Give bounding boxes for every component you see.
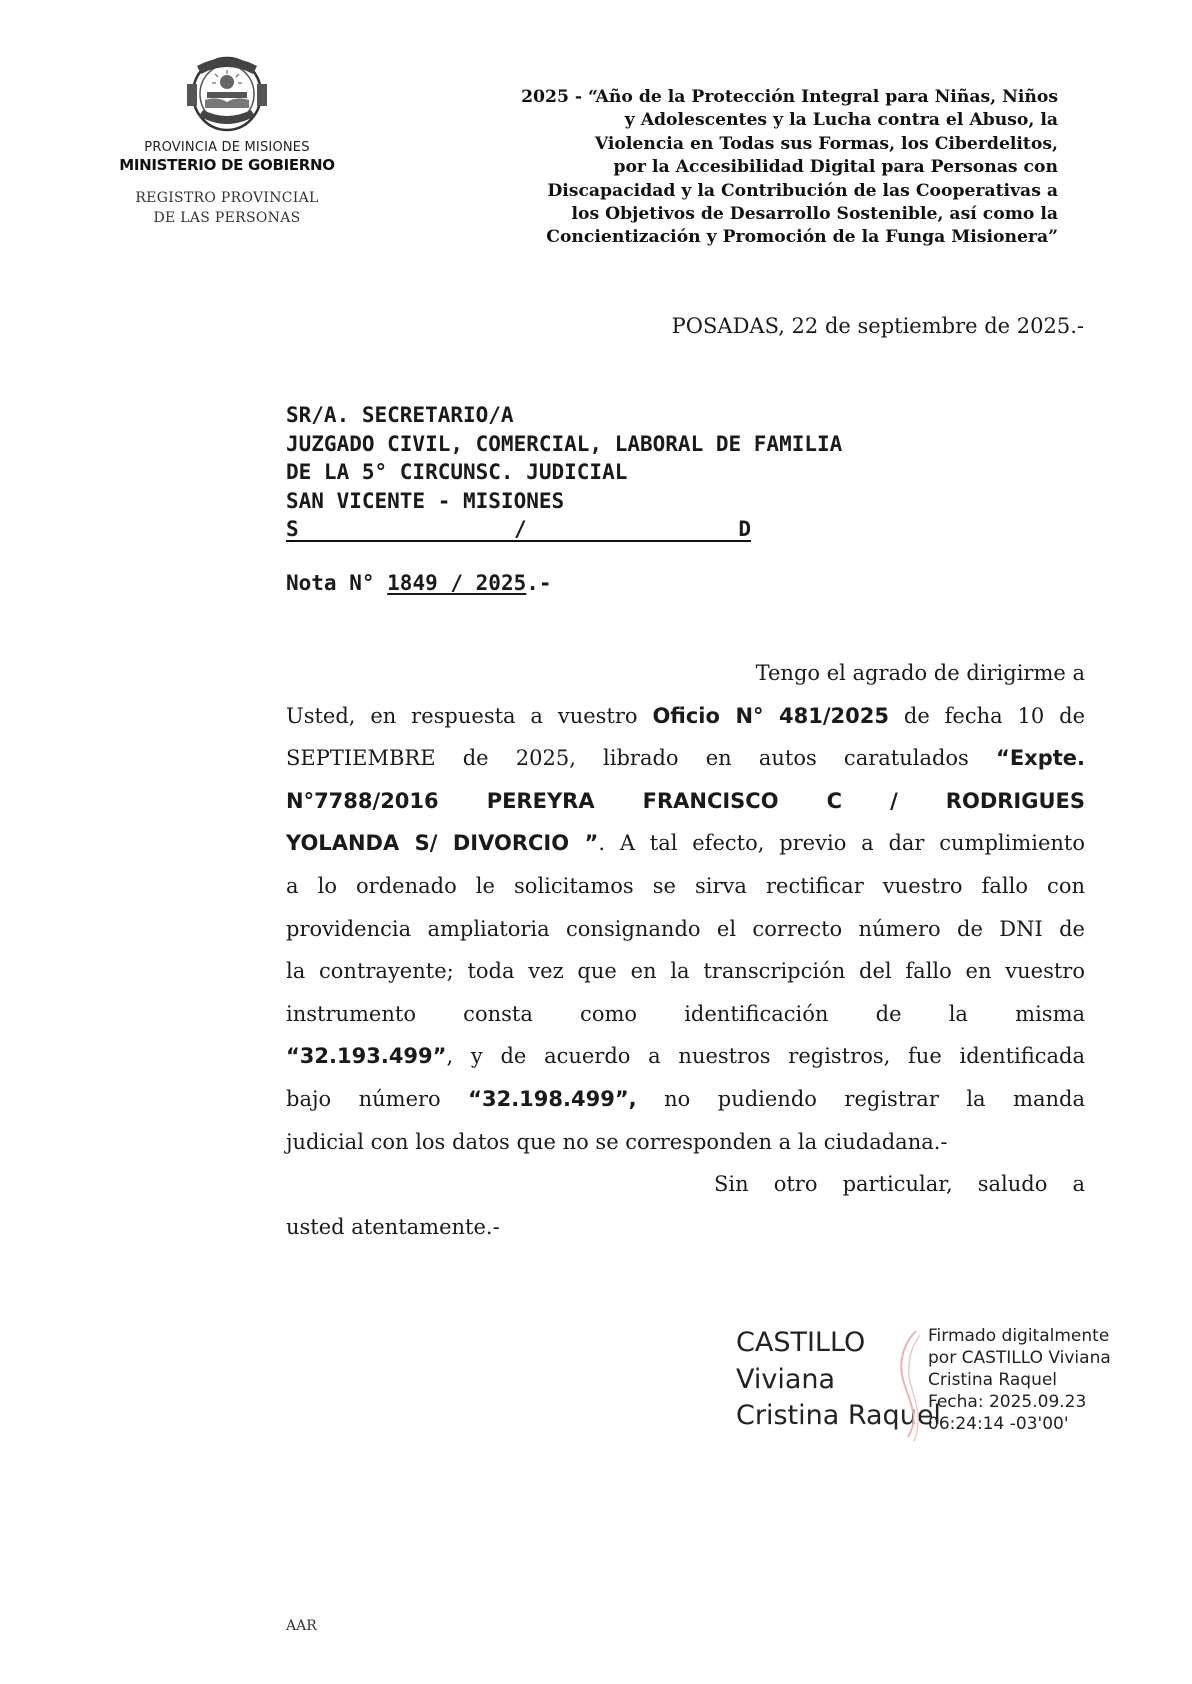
case-title: YOLANDA S/ DIVORCIO ”	[286, 831, 599, 856]
motto-line: y Adolescentes y la Lucha contra el Abuso, la	[624, 110, 1058, 131]
motto-line: Violencia en Todas sus Formas, los Ciberdelitos,	[594, 133, 1058, 154]
recipient-line: JUZGADO CIVIL, COMERCIAL, LABORAL DE FAMILIA	[286, 431, 843, 456]
body-line	[286, 822, 1085, 865]
body-line: judicial con los datos que no se corresponden a la ciudadana.-	[286, 1129, 948, 1154]
recipient-line: DE LA 5° CIRCUNSC. JUDICIAL	[286, 460, 628, 484]
digital-signature	[736, 1325, 1136, 1445]
su-despacho-line	[286, 515, 751, 544]
signer-name-line: Viviana	[736, 1363, 836, 1395]
motto-line: Concientización y Promoción de la Funga Misionera”	[546, 227, 1058, 248]
oficio-reference: Oficio N° 481/2025	[652, 703, 889, 728]
body-line: la contrayente; toda vez que en la transcripción del fallo en vuestro	[286, 959, 1085, 984]
signature-info-line: Cristina Raquel	[928, 1370, 1058, 1390]
note-number	[286, 571, 552, 595]
body-text: Usted, en respuesta a vuestro	[286, 703, 653, 728]
signature-info-line: Fecha: 2025.09.23	[928, 1392, 1087, 1412]
body-line	[286, 695, 1085, 738]
dni-wrong: “32.193.499”	[286, 1044, 447, 1069]
case-title: “Expte.	[996, 746, 1085, 771]
body-line	[286, 1078, 1085, 1121]
registry-line: REGISTRO PROVINCIAL	[135, 190, 319, 206]
motto-line: 2025 - “Año de la Protección Integral para Niñas, Niños	[521, 87, 1058, 107]
sd-slash: /	[514, 517, 527, 541]
body-line: usted atentamente.-	[286, 1214, 500, 1239]
motto-line: por la Accesibilidad Digital para Personas con	[613, 157, 1058, 178]
body-line: instrumento consta como identificación de la misma	[286, 1001, 1085, 1026]
recipient-line: SAN VICENTE - MISIONES	[286, 488, 565, 513]
note-suffix: .-	[526, 571, 552, 595]
recipient-line: SR/A. SECRETARIO/A	[286, 403, 514, 427]
signature-info-line: Firmado digitalmente	[928, 1326, 1110, 1346]
typist-initials: AAR	[286, 1618, 317, 1634]
motto-line: los Objetivos de Desarrollo Sostenible, así como la	[571, 204, 1058, 225]
body-text: , y de acuerdo a nuestros registros, fue identificada	[446, 1044, 1085, 1069]
body-line: Sin otro particular, saludo a	[714, 1172, 1085, 1197]
motto-line: Discapacidad y la Contribución de las Cooperativas a	[547, 180, 1058, 201]
ministry-logo-block	[112, 50, 342, 228]
provincial-coat-of-arms-icon	[179, 50, 275, 134]
registry-label	[112, 188, 342, 228]
body-line	[286, 1035, 1085, 1078]
province-label: PROVINCIA DE MISIONES	[144, 140, 310, 155]
body-line	[286, 737, 1085, 780]
body-text: . A tal efecto, previo a dar cumplimiento	[598, 831, 1085, 856]
body-text: de fecha 10 de	[889, 703, 1085, 728]
ministry-label: MINISTERIO DE GOBIERNO	[119, 156, 335, 174]
body-text: bajo número	[286, 1086, 469, 1111]
sd-s: S	[286, 517, 299, 541]
dni-correct: “32.198.499”,	[468, 1086, 637, 1111]
note-number-value: 1849 / 2025	[387, 571, 527, 595]
registry-line: DE LAS PERSONAS	[153, 210, 301, 226]
digital-signature-mark-icon	[890, 1325, 930, 1445]
body-line: a lo ordenado le solicitamos se sirva rectificar vuestro fallo con	[286, 873, 1085, 898]
signer-name-line: CASTILLO	[736, 1327, 866, 1358]
signature-info	[928, 1325, 1111, 1435]
signer-name-line: Cristina Raquel	[736, 1400, 941, 1431]
note-prefix: Nota N°	[286, 571, 388, 595]
body-text: no pudiendo registrar la manda	[636, 1086, 1085, 1111]
letter-body	[286, 652, 1085, 1248]
case-title: N°7788/2016 PEREYRA FRANCISCO C / RODRIGUES	[286, 788, 1085, 813]
sd-d: D	[738, 517, 751, 541]
body-line: Tengo el agrado de dirigirme a	[755, 661, 1085, 685]
signature-info-line: por CASTILLO Viviana	[928, 1348, 1111, 1368]
year-motto	[430, 86, 1058, 250]
body-text: SEPTIEMBRE de 2025, librado en autos caratulados	[286, 746, 997, 771]
signature-info-line: 06:24:14 -03'00'	[928, 1414, 1069, 1434]
body-line: providencia ampliatoria consignando el correcto número de DNI de	[286, 916, 1085, 941]
place-date: POSADAS, 22 de septiembre de 2025.-	[671, 314, 1084, 338]
recipient-block	[286, 401, 1006, 544]
